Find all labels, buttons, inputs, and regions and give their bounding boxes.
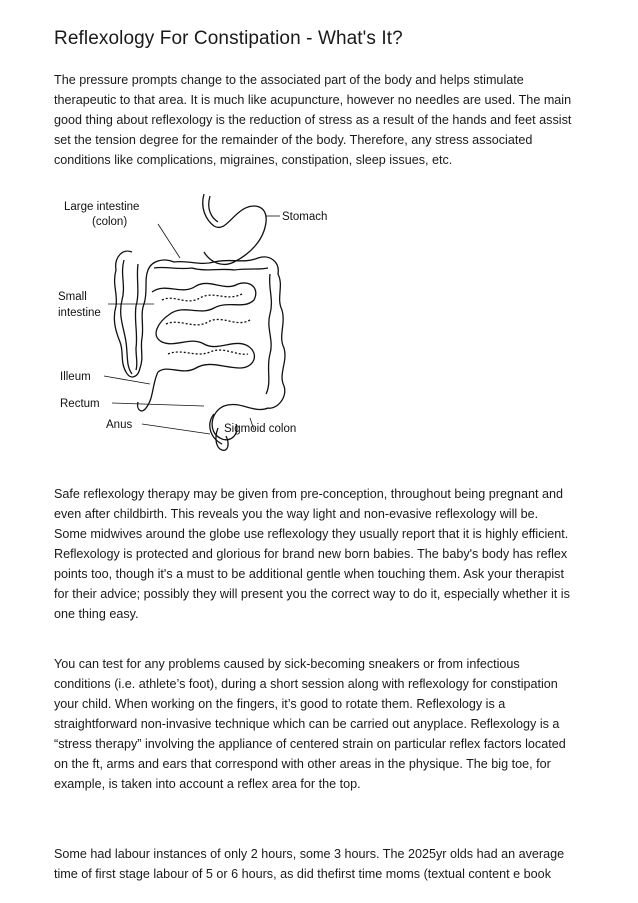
text-line: Some had labour instances of only 2 hours, some 3 hours. The 2025yr olds had an average [54, 847, 565, 861]
text-line: conditions (i.e. athlete’s foot), during a short session along with reflexology for constipation [54, 677, 558, 691]
text-line: on the ft, arms and ears that correspond with other areas in the physique. The big toe, for [54, 757, 551, 771]
paragraph-labour [54, 844, 594, 884]
text-line: “stress therapy” involving the appliance of centered strain on particular reflex factors located [54, 737, 566, 751]
text-line: even after childbirth. This reveals you the way light and non-evasive reflexology will be. [54, 507, 539, 521]
digestive-system-diagram [54, 188, 339, 454]
paragraph-intro [54, 70, 594, 170]
paragraph-safe-reflexology [54, 484, 594, 624]
paragraph-test-problems [54, 654, 594, 794]
text-line: Reflexology is protected and glorious for brand new born babies. The baby's body has reflex [54, 547, 568, 561]
label-small: Small [58, 291, 87, 303]
text-line: therapeutic to that area. It is much like acupuncture, however no needles are used. The main [54, 93, 572, 107]
text-line: straightforward non-invasive technique which can be carried out anyplace. Reflexology is a [54, 717, 560, 731]
label-rectum: Rectum [60, 398, 100, 410]
colon-outline [114, 251, 285, 408]
label-colon: (colon) [92, 216, 128, 228]
text-line: good thing about reflexology is the reduction of stress as a result of the hands and feet assist [54, 113, 572, 127]
text-line: The pressure prompts change to the associated part of the body and helps stimulate [54, 73, 524, 87]
digestive-illustration [54, 188, 339, 454]
text-line: points too, though it's a must to be additional gentle when touching them. Ask your therapist [54, 567, 564, 581]
label-intestine: intestine [58, 307, 101, 319]
text-line: example, is taken into account a reflex area for the top. [54, 777, 361, 791]
text-line: conditions like complications, migraines, constipation, sleep issues, etc. [54, 153, 453, 167]
text-line: You can test for any problems caused by sick-becoming sneakers or from infectious [54, 657, 520, 671]
page-title: Reflexology For Constipation - What's It? [54, 28, 403, 49]
label-anus: Anus [106, 419, 133, 431]
text-line: for their advice; possibly they will present you the correct way to do it, especially whether it is [54, 587, 570, 601]
label-ileum: Illeum [60, 371, 91, 383]
ileum-outline [138, 372, 158, 411]
text-line: Some midwives around the globe use reflexology they usually report that it is highly efficient. [54, 527, 569, 541]
text-line: time of first stage labour of 5 or 6 hours, as did thefirst time moms (textual content e book [54, 867, 551, 881]
label-sigmoid-colon: Sigmoid colon [224, 423, 297, 435]
stomach-outline [203, 194, 266, 264]
text-line: your child. When working on the fingers, it’s good to rotate them. Reflexology is a [54, 697, 506, 711]
text-line: Safe reflexology therapy may be given from pre-conception, throughout being pregnant and [54, 487, 563, 501]
label-large-intestine: Large intestine [64, 201, 140, 213]
text-line: one thing easy. [54, 607, 139, 621]
label-stomach: Stomach [282, 211, 328, 223]
small-intestine-loops [152, 283, 256, 372]
text-line: set the tension degree for the remainder of the body. Therefore, any stress associated [54, 133, 533, 147]
